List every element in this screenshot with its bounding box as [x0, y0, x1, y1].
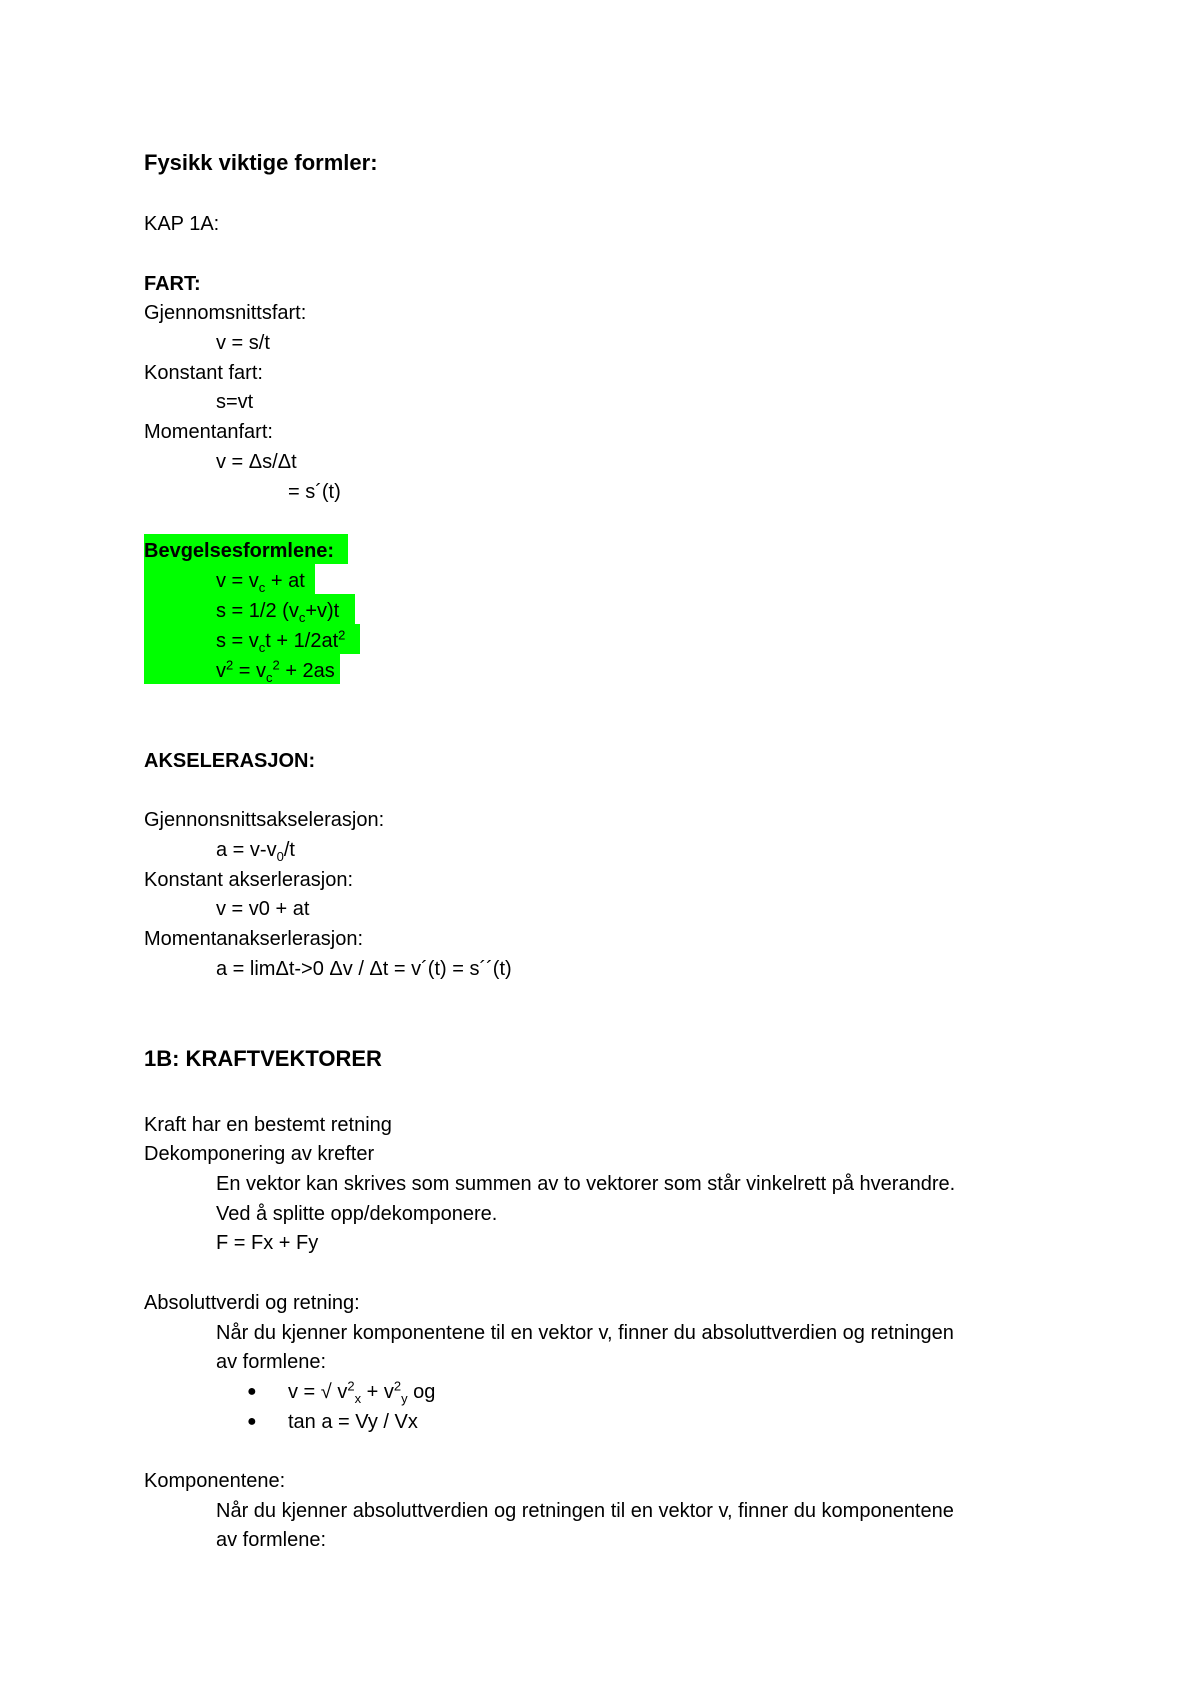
abs-direction-label: Absoluttverdi og retning:: [144, 1292, 360, 1314]
components-text-2: av formlene:: [216, 1529, 327, 1551]
avg-speed-label: Gjennomsnittsfart:: [144, 302, 307, 324]
const-accel-label: Konstant akserlerasjon:: [144, 869, 354, 891]
akselerasjon-heading: AKSELERASJON:: [144, 750, 316, 772]
motion-formula-2: s = 1/2 $(v_c+v)t$: [216, 600, 340, 625]
force-direction-text: Kraft har en bestemt retning: [144, 1114, 392, 1136]
avg-accel-label: Gjennonsnittsakselerasjon:: [144, 809, 385, 831]
page-title: Fysikk viktige formler:: [144, 150, 378, 175]
abs-direction-text-1: Når du kjenner komponentene til en vektor v, finner du absoluttverdien og retningen: [216, 1322, 954, 1344]
inst-speed-formula-1: v = Δs/Δt: [216, 451, 297, 473]
motion-formula-4: $v^2 = v_c^2 + 2as$: [216, 657, 335, 685]
abs-direction-text-2: av formlene:: [216, 1351, 327, 1373]
motion-formula-1: $v = v_c$ + at: [216, 570, 305, 595]
fart-heading: FART:: [144, 273, 201, 295]
motion-formula-3: $s = v_ct + 1/2at^2$: [216, 627, 346, 655]
avg-accel-formula: $a = v-v_0/t$: [216, 839, 295, 864]
const-speed-label: Konstant fart:: [144, 362, 263, 384]
decomposition-formula: F = Fx + Fy: [216, 1232, 319, 1254]
inst-speed-label: Momentanfart:: [144, 421, 273, 443]
bullet-item-magnitude: v = √ $v^2_x + v^2_y$ og: [288, 1378, 436, 1406]
inst-speed-formula-2: = s´(t): [288, 481, 341, 503]
inst-accel-label: Momentanakserlerasjon:: [144, 928, 363, 950]
bullet-item-angle: tan a = Vy / Vx: [288, 1411, 418, 1433]
decomposition-text-1: En vektor kan skrives som summen av to vektorer som står vinkelrett på hverandre.: [216, 1173, 956, 1195]
decomposition-text-2: Ved å splitte opp/dekomponere.: [216, 1203, 498, 1225]
chapter-1b-heading: 1B: KRAFTVEKTORER: [144, 1046, 382, 1071]
chapter-1a-label: KAP 1A:: [144, 213, 220, 235]
const-accel-formula: v = v0 + at: [216, 898, 310, 920]
avg-speed-formula: v = s/t: [216, 332, 270, 354]
bullet-dot-icon: ●: [247, 1413, 257, 1430]
components-text-1: Når du kjenner absoluttverdien og retningen til en vektor v, finner du komponentene: [216, 1500, 954, 1522]
bullet-dot-icon: ●: [247, 1383, 257, 1400]
motion-heading: Bevgelsesformlene:: [144, 540, 335, 562]
decomposition-label: Dekomponering av krefter: [144, 1143, 375, 1165]
const-speed-formula: s=vt: [216, 391, 254, 413]
inst-accel-formula: a = limΔt->0 Δv / Δt = v´(t) = s´´(t): [216, 958, 512, 980]
components-label: Komponentene:: [144, 1470, 286, 1492]
